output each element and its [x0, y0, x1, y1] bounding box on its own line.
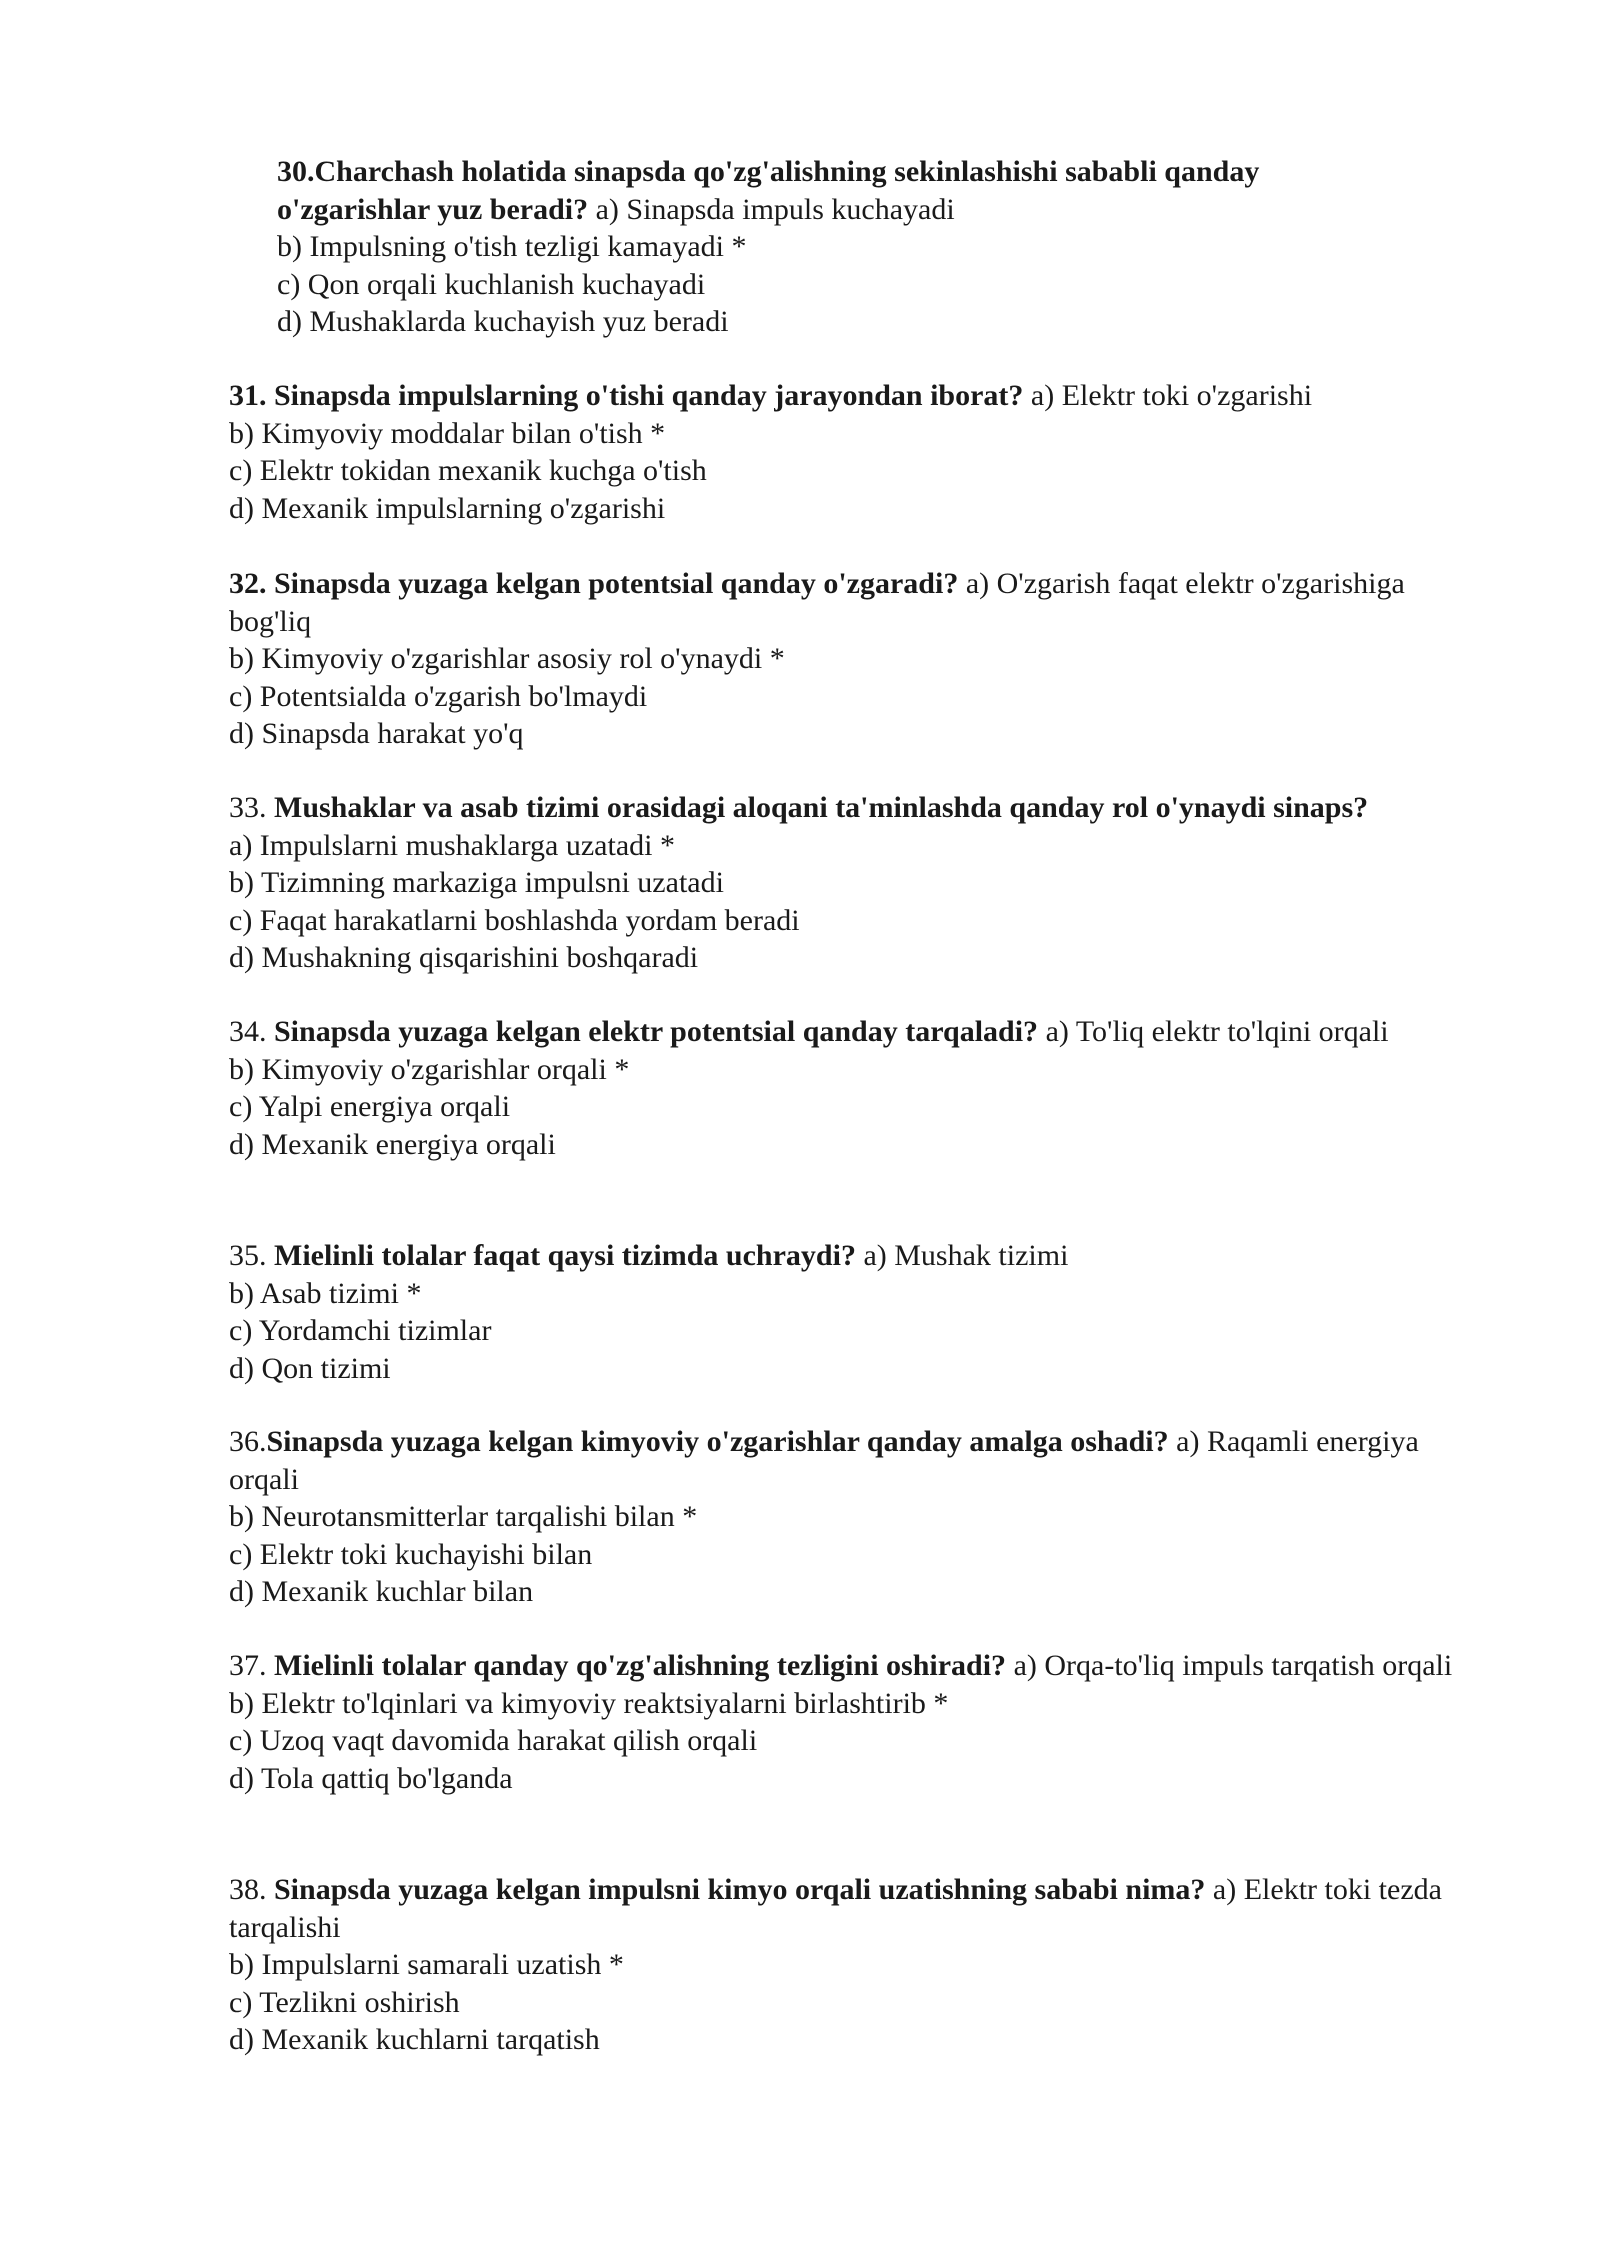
question-text: Mielinli tolalar qanday qo'zg'alishning tezligini oshiradi?	[274, 1649, 1007, 1682]
answer-option: d) Mexanik energiya orqali	[229, 1127, 556, 1161]
question-text: Sinapsda yuzaga kelgan kimyoviy o'zgarishlar qanday amalga oshadi?	[266, 1425, 1169, 1458]
question-stem	[229, 789, 1479, 827]
question-text: Sinapsda yuzaga kelgan potentsial qanday o'zgaradi?	[274, 567, 959, 600]
answer-option: d) Tola qattiq bo'lganda	[229, 1761, 513, 1795]
answer-option: c) Tezlikni oshirish	[229, 1985, 460, 2019]
answer-option: a) To'liq elektr to'lqini orqali	[1045, 1015, 1389, 1048]
question-38	[229, 1871, 1479, 2059]
question-text: Mielinli tolalar faqat qaysi tizimda uchraydi?	[274, 1239, 856, 1272]
question-stem	[229, 1647, 1479, 1685]
question-stem	[229, 1013, 1479, 1051]
question-stem	[229, 377, 1479, 415]
answer-option: d) Mushaklarda kuchayish yuz beradi	[277, 305, 729, 338]
question-number: 38.	[229, 1873, 274, 1906]
answer-option: c) Faqat harakatlarni boshlashda yordam beradi	[229, 903, 800, 937]
answer-option: b) Neurotansmitterlar tarqalishi bilan *	[229, 1500, 698, 1533]
question-stem	[229, 1871, 1479, 1946]
question-number: 31.	[229, 379, 274, 412]
question-text: Sinapsda yuzaga kelgan impulsni kimyo orqali uzatishning sababi nima?	[274, 1873, 1206, 1906]
answer-option: b) Impulslarni samarali uzatish *	[229, 1948, 624, 1981]
answer-option: a) O'zgarish faqat elektr o'zgarishiga bog'liq	[229, 567, 1405, 638]
answer-option: b) Impulsning o'tish tezligi kamayadi *	[277, 230, 747, 263]
answer-option: a) Mushak tizimi	[863, 1239, 1069, 1272]
answer-option: c) Elektr tokidan mexanik kuchga o'tish	[229, 454, 707, 487]
answer-option: c) Uzoq vaqt davomida harakat qilish orqali	[229, 1724, 758, 1757]
question-37	[229, 1647, 1479, 1797]
answer-option: c) Elektr toki kuchayishi bilan	[229, 1537, 593, 1571]
answer-option: c) Potentsialda o'zgarish bo'lmaydi	[229, 679, 648, 713]
question-text: Charchash holatida sinapsda qo'zg'alishning sekinlashishi sababli qanday o'zgarishlar yuz beradi?	[277, 155, 1260, 226]
answer-option: a) Elektr toki o'zgarishi	[1030, 379, 1313, 412]
question-35	[229, 1237, 1479, 1387]
question-34	[229, 1013, 1479, 1163]
question-number: 35.	[229, 1239, 274, 1272]
question-number: 32.	[229, 567, 274, 600]
question-stem	[229, 1423, 1479, 1498]
answer-option: a) Impulslarni mushaklarga uzatadi *	[229, 828, 675, 862]
question-30	[277, 153, 1377, 341]
question-31	[229, 377, 1479, 527]
answer-option: a) Orqa-to'liq impuls tarqatish orqali	[1013, 1649, 1453, 1682]
question-32	[229, 565, 1479, 753]
answer-option: c) Yalpi energiya orqali	[229, 1090, 511, 1123]
question-text: Sinapsda yuzaga kelgan elektr potentsial qanday tarqaladi?	[274, 1015, 1039, 1048]
question-text: Mushaklar va asab tizimi orasidagi aloqani ta'minlashda qanday rol o'ynaydi sinaps?	[274, 791, 1369, 824]
answer-option: b) Kimyoviy moddalar bilan o'tish *	[229, 416, 666, 450]
question-number: 30.	[277, 155, 315, 188]
question-number: 34.	[229, 1015, 274, 1048]
answer-option: b) Elektr to'lqinlari va kimyoviy reaktsiyalarni birlashtirib *	[229, 1686, 949, 1720]
answer-option: a) Elektr toki tezda tarqalishi	[229, 1873, 1442, 1944]
answer-option: b) Kimyoviy o'zgarishlar asosiy rol o'ynaydi *	[229, 642, 785, 675]
answer-option: d) Qon tizimi	[229, 1351, 391, 1385]
answer-option: d) Mexanik kuchlarni tarqatish	[229, 2023, 600, 2056]
answer-option: d) Sinapsda harakat yo'q	[229, 717, 524, 750]
question-stem	[277, 153, 1377, 228]
answer-option: b) Asab tizimi *	[229, 1276, 422, 1310]
question-number: 33.	[229, 791, 274, 824]
answer-option: b) Kimyoviy o'zgarishlar orqali *	[229, 1052, 630, 1086]
answer-option: a) Raqamli energiya orqali	[229, 1425, 1419, 1496]
answer-option: a) Sinapsda impuls kuchayadi	[595, 192, 955, 226]
question-33	[229, 789, 1479, 977]
answer-option: c) Qon orqali kuchlanish kuchayadi	[277, 267, 706, 301]
question-stem	[229, 1237, 1479, 1275]
answer-option: d) Mexanik kuchlar bilan	[229, 1575, 534, 1608]
question-stem	[229, 565, 1479, 640]
question-36	[229, 1423, 1479, 1611]
question-number: 37.	[229, 1649, 274, 1682]
answer-option: c) Yordamchi tizimlar	[229, 1314, 492, 1347]
question-number: 36.	[229, 1425, 267, 1458]
answer-option: b) Tizimning markaziga impulsni uzatadi	[229, 866, 724, 899]
answer-option: d) Mexanik impulslarning o'zgarishi	[229, 491, 666, 525]
answer-option: d) Mushakning qisqarishini boshqaradi	[229, 941, 699, 974]
question-text: Sinapsda impulslarning o'tishi qanday jarayondan iborat?	[274, 379, 1024, 412]
